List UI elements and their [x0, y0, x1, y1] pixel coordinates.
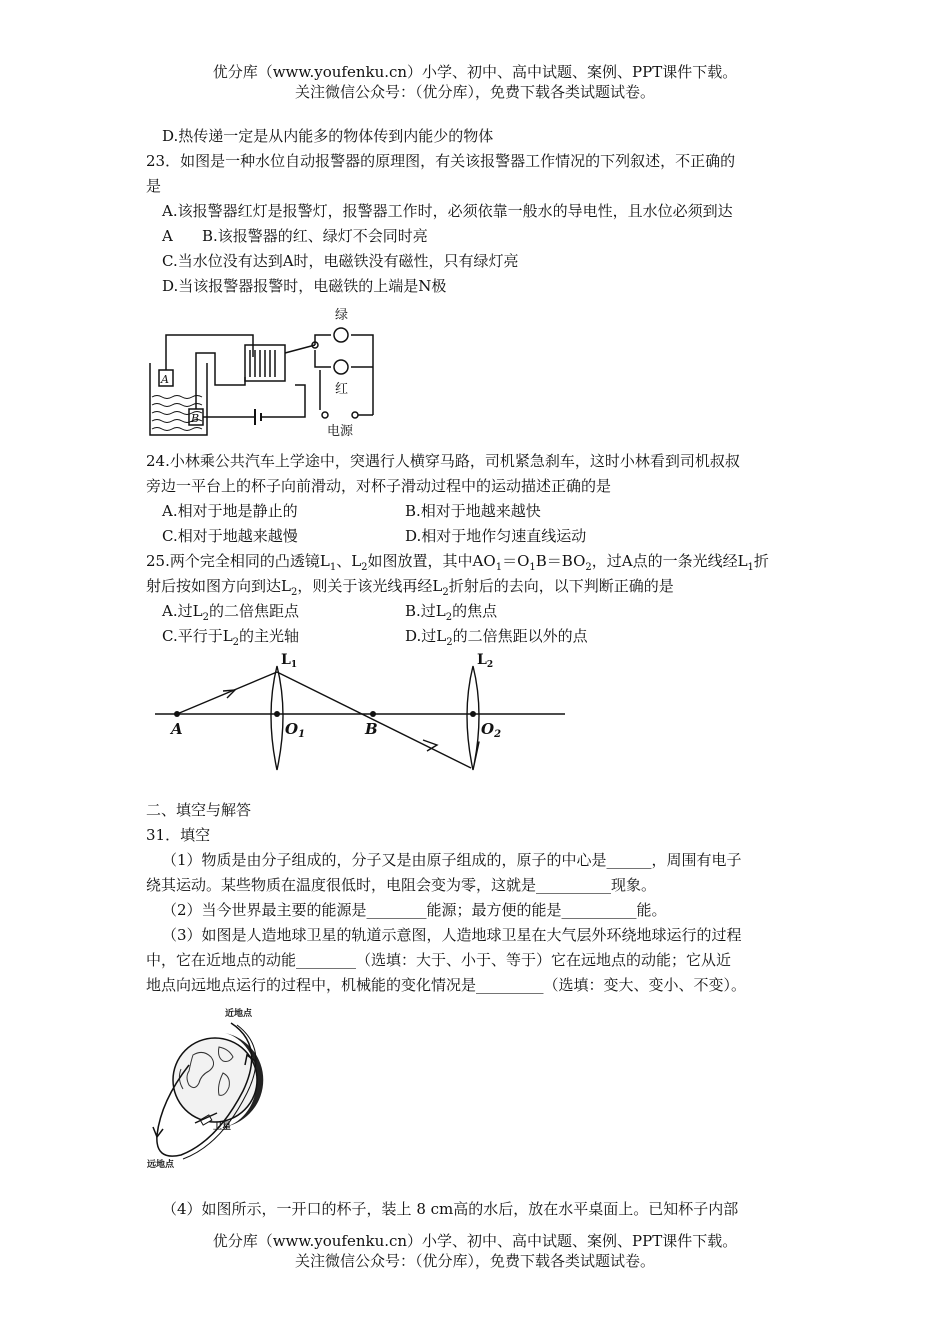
q25-option-a: A.过$L_2$的二倍焦距点: [162, 602, 299, 623]
q25-option-d: D.过$L_2$的二倍焦距以外的点: [405, 627, 588, 648]
q23-stem: 23．如图是一种水位自动报警器的原理图，有关该报警器工作情况的下列叙述，不正确的: [146, 152, 736, 170]
q23-option-a-cont: A: [162, 227, 173, 245]
q24-stem: 24.小林乘公共汽车上学途中，突遇行人横穿马路，司机紧急刹车，这时小林看到司机叔叔: [146, 452, 740, 470]
lens-diagram: [155, 648, 575, 773]
water-alarm-diagram: [145, 305, 385, 440]
q24-option-d: D.相对于地作匀速直线运动: [405, 527, 587, 545]
label-point-a: A: [171, 720, 183, 738]
footer-line-2: 关注微信公众号：（优分库），免费下载各类试题试卷。: [294, 1252, 655, 1270]
q24-stem-cont: 旁边一平台上的杯子向前滑动，对杯子滑动过程中的运动描述正确的是: [146, 477, 612, 495]
q23-option-d: D.当该报警器报警时，电磁铁的上端是N极: [162, 277, 447, 295]
q25-option-c: C.平行于$L_2$的主光轴: [162, 627, 300, 648]
q31-part3-cont: 中，它在近地点的动能________（选填：大于、小于、等于）它在远地点的动能；它从近: [146, 951, 732, 969]
q24-option-b: B.相对于地越来越快: [405, 502, 541, 520]
label-power: 电源: [327, 424, 354, 439]
label-o1: $O_1$: [285, 720, 306, 740]
q31-part1-cont: 绕其运动。某些物质在温度很低时，电阻会变为零，这就是__________现象。: [146, 876, 657, 894]
q23-option-b: B.该报警器的红、绿灯不会同时亮: [202, 227, 428, 245]
q31-part3: （3）如图是人造地球卫星的轨道示意图，人造地球卫星在大气层外环绕地球运行的过程: [162, 926, 742, 944]
q31-part1: （1）物质是由分子组成的，分子又是由原子组成的，原子的中心是______，周围有电子: [162, 851, 742, 869]
q23-stem-cont: 是: [146, 177, 162, 195]
header-line-2: 关注微信公众号：（优分库），免费下载各类试题试卷。: [294, 83, 655, 101]
section-2-title: 二、填空与解答: [146, 801, 252, 819]
label-green: 绿: [335, 308, 349, 323]
q31-part3-cont2: 地点向远地点运行的过程中，机械能的变化情况是_________（选填：变大、变小、不变）。: [146, 976, 747, 994]
label-l2: $L_2$: [477, 652, 494, 670]
q23-option-c: C.当水位没有达到A时，电磁铁没有磁性，只有绿灯亮: [162, 252, 519, 270]
satellite-orbit-diagram: [145, 1005, 275, 1170]
label-perigee: 近地点: [225, 1009, 253, 1019]
label-satellite: 卫星: [213, 1122, 232, 1132]
label-red: 红: [335, 382, 349, 397]
q31-part2: （2）当今世界最主要的能源是________能源；最方便的能是__________能。: [162, 901, 667, 919]
q25-stem-cont: 射后按如图方向到达$L_2$，则关于该光线再经$L_2$折射后的去向，以下判断正确的是: [146, 577, 674, 598]
q31-title: 31．填空: [146, 826, 211, 844]
q23-option-a: A.该报警器红灯是报警灯，报警器工作时，必须依靠一般水的导电性，且水位必须到达: [162, 202, 733, 220]
header-line-1: 优分库（www.youfenku.cn）小学、初中、高中试题、案例、PPT课件下载。: [212, 63, 738, 81]
label-apogee: 远地点: [147, 1160, 175, 1170]
label-electrode-b: B: [191, 412, 200, 425]
q22-option-d: D.热传递一定是从内能多的物体传到内能少的物体: [162, 127, 494, 145]
label-electrode-a: A: [161, 373, 169, 386]
label-o2: $O_2$: [481, 720, 502, 740]
label-l1: $L_1$: [281, 652, 298, 670]
q25-stem: 25.两个完全相同的凸透镜$L_1$、$L_2$如图放置，其中$AO_1=O_1B=BO_2$，过A点的一条光线经$L_1$折: [146, 552, 769, 573]
q24-option-a: A.相对于地是静止的: [162, 502, 298, 520]
footer-line-1: 优分库（www.youfenku.cn）小学、初中、高中试题、案例、PPT课件下载。: [212, 1232, 738, 1250]
label-point-b: B: [365, 720, 378, 738]
q31-part4: （4）如图所示，一开口的杯子，装上 8 cm高的水后，放在水平桌面上。已知杯子内部: [162, 1200, 739, 1218]
q24-option-c: C.相对于地越来越慢: [162, 527, 298, 545]
q25-option-b: B.过$L_2$的焦点: [405, 602, 498, 623]
earth-icon: [173, 1038, 257, 1122]
